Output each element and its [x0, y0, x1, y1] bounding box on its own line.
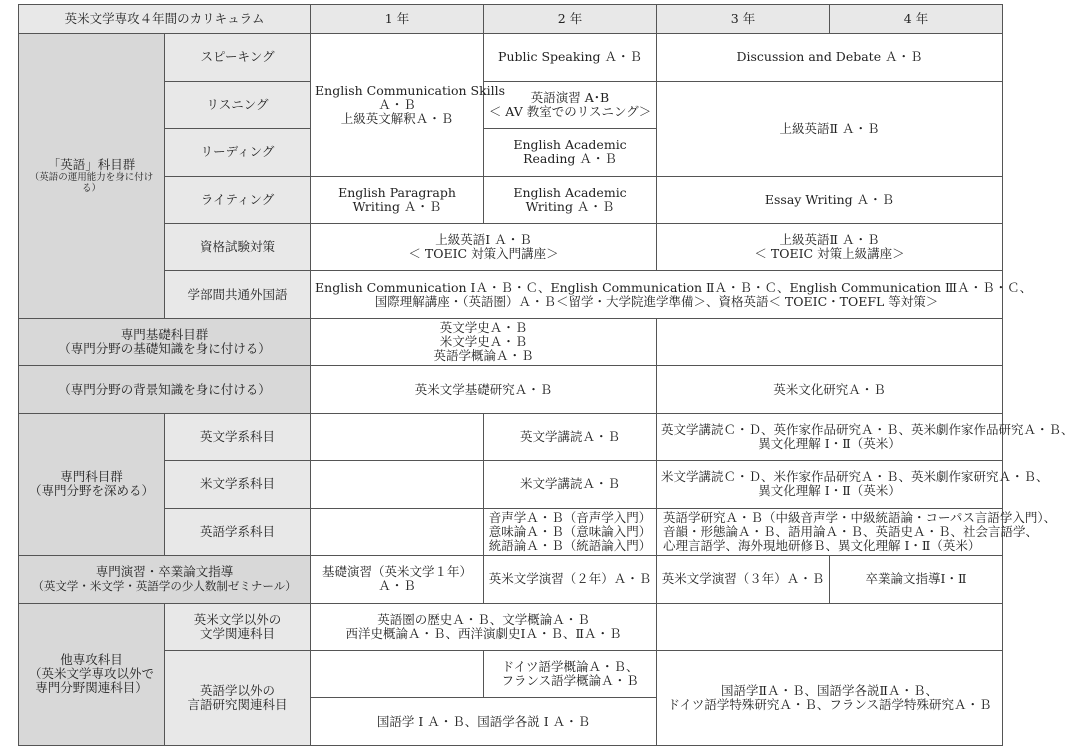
- reading-label: リーディング: [165, 129, 311, 176]
- other-language-label: [165, 650, 311, 745]
- y1-shared-line: 上級英文解釈Ａ・Ｂ: [340, 110, 454, 126]
- linguistics-y1-empty: [311, 508, 484, 555]
- other-language-label-line: 英語学以外の: [200, 682, 276, 698]
- linguistics-y2: [484, 508, 657, 555]
- english-group-name: 「英語」科目群: [47, 157, 136, 173]
- english-group-note: （英語の運用能力を身に付ける）: [29, 172, 154, 195]
- exam-y12: [311, 224, 657, 271]
- row-writing: [19, 176, 1003, 223]
- specialty-group-name: 専門科目群: [60, 469, 123, 485]
- other-group-cell: [19, 603, 165, 745]
- american-lit-y34-line: 米文学講読Ｃ・Ｄ、米作家作品研究Ａ・Ｂ、英米劇作家研究Ａ・Ｂ、: [661, 469, 1049, 485]
- other-literature-y12: [311, 603, 657, 650]
- basic-group-y12: [311, 318, 657, 365]
- writing-label: ライティング: [165, 176, 311, 223]
- common-language-all-years: [311, 271, 1033, 318]
- other-language-y34: [657, 650, 1003, 745]
- other-language-y12-bottom: 国語学 Ⅰ Ａ・Ｂ、国語学各説 Ⅰ Ａ・Ｂ: [311, 698, 657, 746]
- other-group-note: 専門分野関連科目）: [35, 680, 148, 696]
- other-language-y1-empty: [311, 650, 484, 697]
- writing-y2: English Academic Writing Ａ・Ｂ: [484, 176, 657, 223]
- listening-label: リスニング: [165, 81, 311, 128]
- linguistics-y2-line: 意味論Ａ・Ｂ（意味論入門）: [488, 523, 652, 539]
- common-language-line: English Communication ⅠＡ・Ｂ・Ｃ、English Communication ⅡＡ・Ｂ・Ｃ、English Communication ⅢＡ・Ｂ・Ｃ、: [315, 279, 1033, 295]
- exam-y34: [657, 224, 1003, 271]
- writing-y1: English Paragraph Writing Ａ・Ｂ: [311, 176, 484, 223]
- row-exam: [19, 224, 1003, 271]
- speaking-y34: Discussion and Debate Ａ・Ｂ: [657, 34, 1003, 81]
- y1-shared-line: Ａ・Ｂ: [378, 96, 416, 112]
- other-language-y2: [484, 650, 657, 697]
- basic-group-name: 専門基礎科目群: [120, 327, 209, 343]
- other-literature-label-line: 文学関連科目: [200, 625, 276, 641]
- linguistics-y34: [657, 508, 1057, 555]
- background-y12: 英米文学基礎研究Ａ・Ｂ: [311, 366, 657, 413]
- year-4-header: 4 年: [830, 5, 1003, 34]
- y1-shared-line: English Communication Skills: [315, 82, 506, 98]
- listening-y2-line: 英語演習 A･B: [530, 89, 610, 105]
- american-lit-label: 米文学系科目: [165, 461, 311, 508]
- english-group-cell: [19, 34, 165, 319]
- american-lit-y34-line: 異文化理解 Ⅰ・Ⅱ（英米）: [758, 483, 901, 499]
- row-english-lit: [19, 413, 1003, 460]
- other-language-y2-line: ドイツ語学概論Ａ・Ｂ、: [501, 659, 639, 675]
- other-literature-label: [165, 603, 311, 650]
- reading-y2: English Academic Reading Ａ・Ｂ: [484, 129, 657, 176]
- linguistics-y34-line: 英語学研究Ａ・Ｂ（中級音声学・中級統語論・コーパス言語学入門）、: [663, 509, 1057, 525]
- other-language-y2-line: フランス語学概論Ａ・Ｂ: [501, 673, 639, 689]
- english-lit-y2: 英文学講読Ａ・Ｂ: [484, 413, 657, 460]
- exam-y34-line: ＜ TOEIC 対策上級講座＞: [754, 246, 905, 262]
- english-lit-y34-line: 英文学講読Ｃ・Ｄ、英作家作品研究Ａ・Ｂ、英米劇作家作品研究Ａ・Ｂ、: [661, 421, 1074, 437]
- basic-group-note: （専門分野の基礎知識を身に付ける）: [58, 341, 271, 357]
- linguistics-y2-line: 統語論Ａ・Ｂ（統語論入門）: [488, 537, 652, 553]
- other-language-y34-line: 国語学ⅡＡ・Ｂ、国語学各説ⅡＡ・Ｂ、: [721, 682, 939, 698]
- other-literature-line: 英語圏の歴史Ａ・Ｂ、文学概論Ａ・Ｂ: [377, 611, 590, 627]
- linguistics-label: 英語学系科目: [165, 508, 311, 555]
- other-literature-label-line: 英米文学以外の: [193, 611, 282, 627]
- linguistics-y34-line: 音韻・形態論Ａ・Ｂ、語用論Ａ・Ｂ、英語史Ａ・Ｂ、社会言語学、: [663, 523, 1039, 539]
- seminar-y3: 英米文学演習（３年）Ａ・Ｂ: [657, 556, 830, 603]
- row-american-lit: [19, 461, 1003, 508]
- listening-y2: [484, 81, 657, 128]
- exam-y12-line: 上級英語Ⅰ Ａ・Ｂ: [435, 232, 532, 248]
- writing-y34: Essay Writing Ａ・Ｂ: [657, 176, 1003, 223]
- listening-reading-y34: 上級英語Ⅱ Ａ・Ｂ: [657, 81, 1003, 176]
- y1-communication-skills-cell: [311, 34, 506, 176]
- year-3-header: 3 年: [657, 5, 830, 34]
- specialty-group-note: （専門分野を深める）: [28, 483, 154, 499]
- exam-y34-line: 上級英語Ⅱ Ａ・Ｂ: [779, 232, 880, 248]
- background-y34: 英米文化研究Ａ・Ｂ: [657, 366, 1003, 413]
- row-basic-group: [19, 318, 1003, 365]
- seminar-y2: 英米文学演習（２年）Ａ・Ｂ: [484, 556, 657, 603]
- curriculum-table: [18, 4, 1074, 746]
- listening-y2-line: ＜ AV 教室でのリスニング＞: [488, 103, 652, 119]
- linguistics-y2-line: 音声学Ａ・Ｂ（音声学入門）: [488, 509, 652, 525]
- basic-group-course: 米文学史Ａ・Ｂ: [439, 334, 528, 350]
- row-listening: [19, 81, 1003, 128]
- specialty-group-cell: [19, 413, 165, 555]
- speaking-y2: Public Speaking Ａ・Ｂ: [484, 34, 657, 81]
- row-linguistics: [19, 508, 1003, 555]
- other-group-note: （英米文学専攻以外で: [28, 666, 154, 682]
- english-lit-y34: [657, 413, 1074, 460]
- other-language-label-line: 言語研究関連科目: [187, 696, 288, 712]
- basic-group-course: 英文学史Ａ・Ｂ: [439, 320, 528, 336]
- english-lit-y34-line: 異文化理解 Ⅰ・Ⅱ（英米）: [758, 435, 901, 451]
- seminar-note: （英文学・米文学・英語学の少人数制ゼミナール）: [32, 579, 297, 594]
- basic-group-cell: [19, 318, 311, 365]
- other-literature-line: 西洋史概論Ａ・Ｂ、西洋演劇史ⅠＡ・Ｂ、ⅡＡ・Ｂ: [345, 625, 622, 641]
- background-label: （専門分野の背景知識を身に付ける）: [19, 366, 311, 413]
- row-other-language-top: [19, 650, 1003, 697]
- row-background: [19, 366, 1003, 413]
- other-language-y34-line: ドイツ語学特殊研究Ａ・Ｂ、フランス語学特殊研究Ａ・Ｂ: [667, 696, 992, 712]
- year-2-header: 2 年: [484, 5, 657, 34]
- basic-group-y34-empty: [657, 318, 1003, 365]
- seminar-y4: 卒業論文指導Ⅰ・Ⅱ: [830, 556, 1003, 603]
- table-title: 英米文学専攻４年間のカリキュラム: [19, 5, 311, 34]
- speaking-label: スピーキング: [165, 34, 311, 81]
- seminar-y1: 基礎演習（英米文学１年）Ａ・Ｂ: [311, 556, 484, 603]
- header-row: [19, 5, 1003, 34]
- row-other-literature: [19, 603, 1003, 650]
- row-common-language: [19, 271, 1003, 318]
- american-lit-y2: 米文学講読Ａ・Ｂ: [484, 461, 657, 508]
- basic-group-course: 英語学概論Ａ・Ｂ: [433, 348, 534, 364]
- common-language-label: 学部間共通外国語: [165, 271, 311, 318]
- american-lit-y1-empty: [311, 461, 484, 508]
- exam-label: 資格試験対策: [165, 224, 311, 271]
- other-group-name: 他専攻科目: [60, 652, 123, 668]
- exam-y12-line: ＜ TOEIC 対策入門講座＞: [408, 246, 559, 262]
- american-lit-y34: [657, 461, 1049, 508]
- common-language-line: 国際理解講座・（英語圏）Ａ・Ｂ＜留学・大学院進学準備＞、資格英語＜ TOEIC・TOEFL 等対策＞: [374, 293, 939, 309]
- row-seminar: [19, 556, 1003, 603]
- other-literature-y34-empty: [657, 603, 1003, 650]
- english-lit-label: 英文学系科目: [165, 413, 311, 460]
- seminar-name: 専門演習・卒業論文指導: [95, 564, 234, 580]
- linguistics-y34-line: 心理言語学、海外現地研修Ｂ、異文化理解 Ⅰ・Ⅱ（英米）: [663, 537, 981, 553]
- seminar-cell: [19, 556, 311, 603]
- english-lit-y1-empty: [311, 413, 484, 460]
- year-1-header: 1 年: [311, 5, 484, 34]
- row-speaking: [19, 34, 1003, 81]
